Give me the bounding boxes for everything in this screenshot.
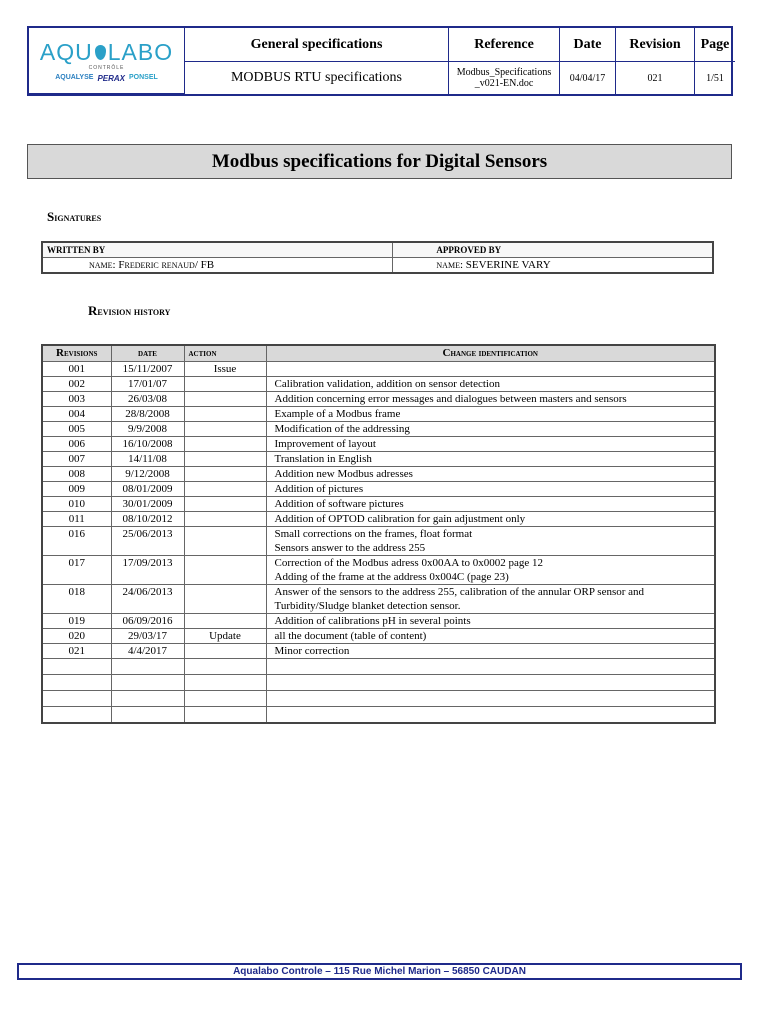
- revision-history-table: [41, 344, 716, 724]
- logo-subtitle: CONTRÔLE: [88, 65, 125, 71]
- revision-change: Small corrections on the frames, float format Sensors answer to the address 255: [266, 527, 715, 556]
- table-row: [42, 482, 715, 497]
- revision-number: 008: [42, 467, 111, 482]
- revision-action: [184, 482, 266, 497]
- table-row: [42, 556, 715, 585]
- revision-action: [184, 497, 266, 512]
- empty-cell: [266, 707, 715, 724]
- empty-cell: [42, 691, 111, 707]
- revision-action: [184, 377, 266, 392]
- revision-number: 020: [42, 629, 111, 644]
- revision-action: Update: [184, 629, 266, 644]
- header-page-value: 1/51: [706, 72, 724, 84]
- empty-cell: [111, 707, 184, 724]
- revision-date: 06/09/2016: [111, 614, 184, 629]
- approved-by-label: APPROVED BY: [393, 242, 713, 258]
- revision-change: Example of a Modbus frame: [266, 407, 715, 422]
- signatures-heading: Signatures: [47, 209, 102, 224]
- approved-by-name: name: SEVERINE VARY: [393, 258, 713, 274]
- revision-change: Addition of calibrations pH in several points: [266, 614, 715, 629]
- header-revision-label: Revision: [616, 28, 695, 62]
- brand-list: [55, 74, 158, 83]
- revision-date: 29/03/17: [111, 629, 184, 644]
- revision-action: [184, 585, 266, 614]
- revision-number: 019: [42, 614, 111, 629]
- written-by-label: WRITTEN BY: [42, 242, 393, 258]
- revision-action: [184, 392, 266, 407]
- table-row: [42, 407, 715, 422]
- revision-date: 08/10/2012: [111, 512, 184, 527]
- revision-action: [184, 644, 266, 659]
- revision-date: 30/01/2009: [111, 497, 184, 512]
- empty-cell: [266, 659, 715, 675]
- empty-table-row: [42, 707, 715, 724]
- header-revision-value: 021: [616, 62, 695, 94]
- revision-action: [184, 614, 266, 629]
- signatures-table: [41, 241, 714, 274]
- revision-number: 001: [42, 362, 111, 377]
- revision-number: 011: [42, 512, 111, 527]
- empty-cell: [111, 675, 184, 691]
- column-action: action: [184, 345, 266, 362]
- header-reference-label: Reference: [449, 28, 560, 62]
- empty-cell: [184, 691, 266, 707]
- revision-number: 017: [42, 556, 111, 585]
- revision-number: 018: [42, 585, 111, 614]
- empty-cell: [184, 675, 266, 691]
- revision-date: 24/06/2013: [111, 585, 184, 614]
- revision-number: 003: [42, 392, 111, 407]
- revision-date: 17/09/2013: [111, 556, 184, 585]
- revision-change: Modification of the addressing: [266, 422, 715, 437]
- revision-change: Translation in English: [266, 452, 715, 467]
- table-row: [42, 452, 715, 467]
- document-title: Modbus specifications for Digital Sensors: [27, 144, 732, 179]
- revision-action: [184, 512, 266, 527]
- revision-action: [184, 422, 266, 437]
- table-row: [42, 497, 715, 512]
- empty-cell: [184, 707, 266, 724]
- table-row: [42, 377, 715, 392]
- column-revisions: Revisions: [42, 345, 111, 362]
- revision-date: 28/8/2008: [111, 407, 184, 422]
- revision-date: 9/9/2008: [111, 422, 184, 437]
- revision-change: Answer of the sensors to the address 255, calibration of the annular ORP sensor and Turbidity/Sludge blanket detection sensor.: [266, 585, 715, 614]
- revision-date: 17/01/07: [111, 377, 184, 392]
- table-row: [42, 437, 715, 452]
- revision-action: [184, 467, 266, 482]
- page-footer: Aqualabo Controle – 115 Rue Michel Marion – 56850 CAUDAN: [17, 963, 742, 980]
- revision-number: 002: [42, 377, 111, 392]
- brand-ponsel: PONSEL: [129, 74, 158, 81]
- water-drop-icon: [95, 45, 106, 60]
- revision-number: 005: [42, 422, 111, 437]
- table-row: [42, 422, 715, 437]
- brand-aqualyse: AQUALYSE: [55, 74, 94, 81]
- revision-date: 15/11/2007: [111, 362, 184, 377]
- header-reference-value: Modbus_Specifications _v021-EN.doc: [449, 62, 560, 94]
- written-by-name: name: Frederic renaud/ FB: [42, 258, 393, 274]
- revision-date: 9/12/2008: [111, 467, 184, 482]
- revision-date: 26/03/08: [111, 392, 184, 407]
- document-header: [27, 26, 733, 96]
- revision-number: 021: [42, 644, 111, 659]
- empty-table-row: [42, 659, 715, 675]
- header-subtitle: MODBUS RTU specifications: [185, 62, 449, 94]
- revision-change: Addition of pictures: [266, 482, 715, 497]
- revision-change: Addition of OPTOD calibration for gain adjustment only: [266, 512, 715, 527]
- company-logo: [29, 28, 185, 94]
- revision-change: Minor correction: [266, 644, 715, 659]
- empty-cell: [42, 659, 111, 675]
- empty-cell: [111, 691, 184, 707]
- revision-change: [266, 362, 715, 377]
- revision-action: Issue: [184, 362, 266, 377]
- empty-cell: [42, 707, 111, 724]
- revision-date: 4/4/2017: [111, 644, 184, 659]
- logo-text-left: AQU: [39, 39, 93, 65]
- revision-change: Addition new Modbus adresses: [266, 467, 715, 482]
- header-date-label: Date: [560, 28, 616, 62]
- revision-action: [184, 556, 266, 585]
- empty-cell: [266, 675, 715, 691]
- table-row: [42, 585, 715, 614]
- revision-change: Calibration validation, addition on sensor detection: [266, 377, 715, 392]
- revision-rows: [42, 362, 715, 724]
- logo-text-right: LABO: [107, 39, 174, 65]
- revision-action: [184, 452, 266, 467]
- revision-number: 016: [42, 527, 111, 556]
- revision-change: Addition concerning error messages and dialogues between masters and sensors: [266, 392, 715, 407]
- empty-cell: [266, 691, 715, 707]
- table-row: [42, 392, 715, 407]
- revision-action: [184, 407, 266, 422]
- revision-date: 14/11/08: [111, 452, 184, 467]
- revision-change: Correction of the Modbus adress 0x00AA to 0x0002 page 12 Adding of the frame at the address 0x004C (page 23): [266, 556, 715, 585]
- revision-number: 007: [42, 452, 111, 467]
- revision-date: 08/01/2009: [111, 482, 184, 497]
- header-title: General specifications: [185, 28, 449, 62]
- empty-cell: [42, 675, 111, 691]
- table-header-row: [42, 345, 715, 362]
- table-row: [42, 467, 715, 482]
- revision-number: 006: [42, 437, 111, 452]
- table-row: [42, 527, 715, 556]
- header-date-value: 04/04/17: [560, 62, 616, 94]
- table-row: [42, 614, 715, 629]
- empty-cell: [111, 659, 184, 675]
- revision-number: 009: [42, 482, 111, 497]
- revision-change: Improvement of layout: [266, 437, 715, 452]
- revision-history-heading: Revision history: [88, 303, 171, 318]
- column-change-identification: Change identification: [266, 345, 715, 362]
- empty-table-row: [42, 691, 715, 707]
- revision-number: 004: [42, 407, 111, 422]
- table-row: [42, 629, 715, 644]
- table-row: [42, 512, 715, 527]
- column-date: date: [111, 345, 184, 362]
- table-row: [42, 362, 715, 377]
- table-row: [42, 644, 715, 659]
- revision-date: 25/06/2013: [111, 527, 184, 556]
- revision-change: Addition of software pictures: [266, 497, 715, 512]
- revision-number: 010: [42, 497, 111, 512]
- revision-date: 16/10/2008: [111, 437, 184, 452]
- revision-action: [184, 527, 266, 556]
- empty-cell: [184, 659, 266, 675]
- revision-change: all the document (table of content): [266, 629, 715, 644]
- empty-table-row: [42, 675, 715, 691]
- brand-perax: PERAX: [97, 74, 126, 83]
- revision-action: [184, 437, 266, 452]
- header-page-label: Page: [695, 28, 735, 62]
